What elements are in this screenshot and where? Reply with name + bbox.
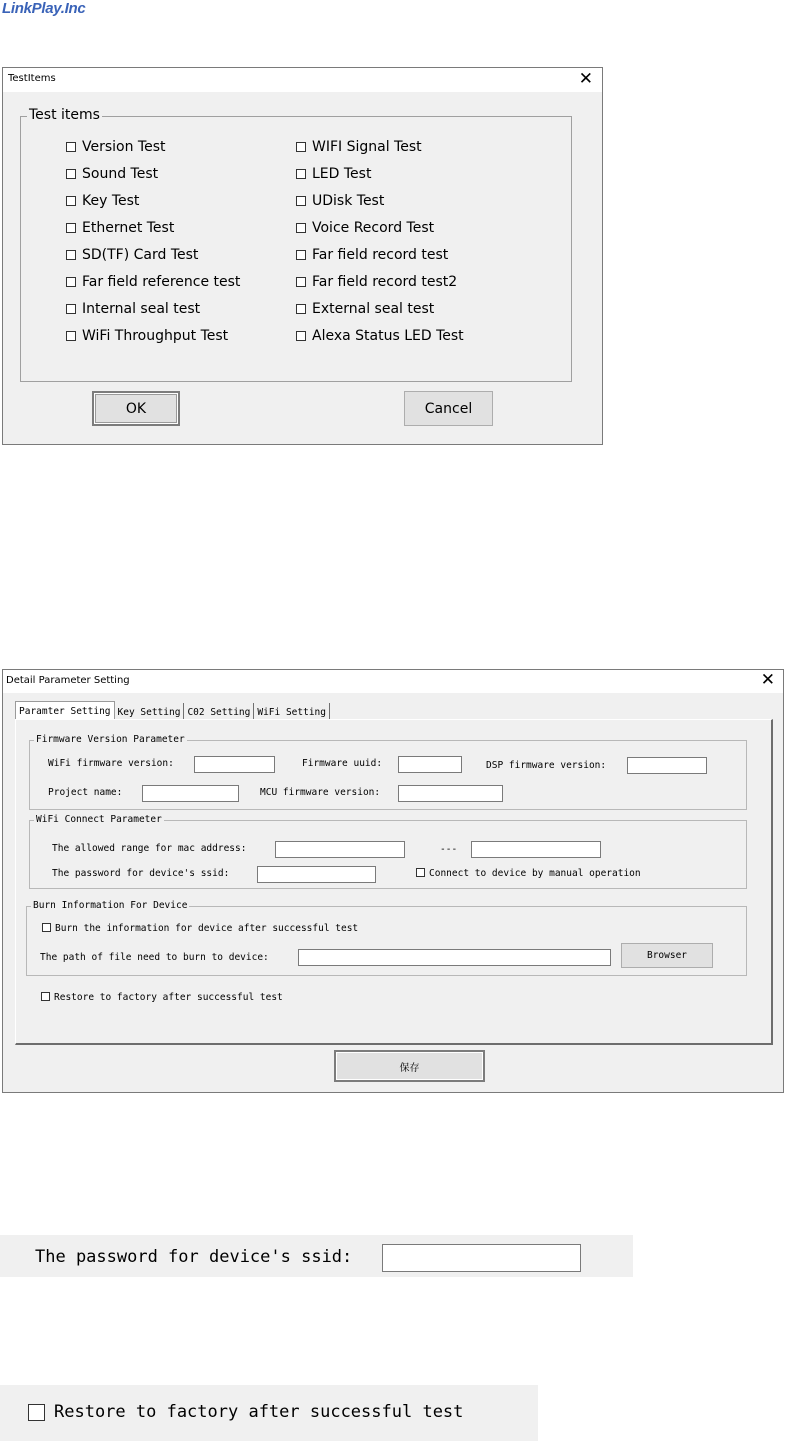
tab-paramter-setting[interactable]: Paramter Setting [15, 701, 115, 721]
checkbox-far-field-reference-test[interactable] [66, 274, 240, 290]
restore-factory-checkbox[interactable] [41, 992, 283, 1003]
firmware-uuid-label: Firmware uuid: [302, 758, 383, 769]
checkbox-version-test[interactable] [66, 139, 166, 155]
checkbox-label: Key Test [82, 193, 140, 209]
checkbox-label: Far field record test2 [312, 274, 458, 290]
group-label: Test items [29, 107, 100, 123]
zoom-restore-factory [0, 1385, 538, 1441]
checkbox-label: Restore to factory after successful test [54, 992, 283, 1003]
close-icon[interactable]: ✕ [578, 69, 593, 89]
checkbox-icon[interactable] [66, 223, 76, 233]
company-logo: LinkPlay.Inc [2, 0, 86, 17]
checkbox-icon[interactable] [296, 250, 306, 260]
checkbox-wifi-signal-test[interactable] [296, 139, 422, 155]
checkbox-icon[interactable] [296, 331, 306, 341]
checkbox-label: Internal seal test [82, 301, 201, 317]
mac-range-label: The allowed range for mac address: [52, 843, 247, 854]
firmware-group [29, 734, 747, 810]
mcu-firmware-label: MCU firmware version: [260, 787, 381, 798]
checkbox-key-test[interactable] [66, 193, 139, 209]
checkbox-label: SD(TF) Card Test [82, 247, 199, 263]
dialog-title: Detail Parameter Setting [6, 675, 130, 686]
dsp-firmware-label: DSP firmware version: [486, 760, 607, 771]
project-name-label: Project name: [48, 787, 123, 798]
dsp-firmware-input[interactable] [627, 757, 707, 774]
checkbox-label: External seal test [312, 301, 435, 317]
checkbox-label: Burn the information for device after successful test [55, 923, 359, 934]
group-label: Firmware Version Parameter [36, 734, 185, 745]
checkbox-icon[interactable] [296, 196, 306, 206]
checkbox-icon[interactable] [416, 868, 425, 877]
wifi-firmware-input[interactable] [194, 756, 275, 773]
checkbox-icon[interactable] [66, 304, 76, 314]
save-button[interactable]: 保存 [334, 1050, 485, 1082]
checkbox-icon[interactable] [296, 169, 306, 179]
group-label: Burn Information For Device [33, 900, 188, 911]
ssid-password-input[interactable] [257, 866, 376, 883]
wifi-connect-group [29, 814, 747, 889]
checkbox-sound-test[interactable] [66, 166, 158, 182]
mcu-firmware-input[interactable] [398, 785, 503, 802]
burn-path-input[interactable] [298, 949, 611, 966]
checkbox-external-seal-test[interactable] [296, 301, 434, 317]
cancel-button[interactable]: Cancel [404, 391, 493, 426]
burn-info-checkbox[interactable] [42, 923, 358, 934]
checkbox-icon[interactable] [296, 277, 306, 287]
checkbox-label: UDisk Test [312, 193, 385, 209]
tab-panel [15, 719, 773, 1045]
checkbox-far-field-record-test2[interactable] [296, 274, 457, 290]
checkbox-far-field-record-test[interactable] [296, 247, 448, 263]
checkbox-label: Voice Record Test [312, 220, 435, 236]
checkbox-icon[interactable] [28, 1404, 45, 1421]
checkbox-wifi-throughput-test[interactable] [66, 328, 228, 344]
checkbox-label: Restore to factory after successful test [54, 1402, 464, 1422]
ssid-password-input[interactable] [382, 1244, 581, 1272]
checkbox-icon[interactable] [296, 223, 306, 233]
checkbox-udisk-test[interactable] [296, 193, 384, 209]
dialog-titlebar [3, 670, 783, 693]
dialog-titlebar [3, 68, 602, 92]
checkbox-icon[interactable] [66, 277, 76, 287]
checkbox-icon[interactable] [66, 169, 76, 179]
checkbox-sd-card-test[interactable] [66, 247, 198, 263]
checkbox-icon[interactable] [41, 992, 50, 1001]
mac-range-end-input[interactable] [471, 841, 601, 858]
checkbox-icon[interactable] [42, 923, 51, 932]
checkbox-icon[interactable] [66, 250, 76, 260]
checkbox-label: Alexa Status LED Test [312, 328, 464, 344]
range-separator: --- [440, 844, 458, 855]
checkbox-label: Connect to device by manual operation [429, 868, 641, 879]
tab-c02-setting[interactable]: C02 Setting [184, 703, 254, 721]
ssid-password-label: The password for device's ssid: [52, 868, 230, 879]
checkbox-icon[interactable] [66, 142, 76, 152]
checkbox-voice-record-test[interactable] [296, 220, 434, 236]
checkbox-icon[interactable] [296, 142, 306, 152]
checkbox-icon[interactable] [296, 304, 306, 314]
test-items-dialog [2, 67, 603, 445]
group-label: WiFi Connect Parameter [36, 814, 162, 825]
checkbox-label: Version Test [82, 139, 166, 155]
project-name-input[interactable] [142, 785, 239, 802]
dialog-title: TestItems [8, 73, 56, 84]
wifi-firmware-label: WiFi firmware version: [48, 758, 174, 769]
ssid-password-label: The password for device's ssid: [35, 1247, 353, 1267]
checkbox-label: Sound Test [82, 166, 159, 182]
checkbox-icon[interactable] [66, 196, 76, 206]
checkbox-ethernet-test[interactable] [66, 220, 174, 236]
checkbox-label: WIFI Signal Test [312, 139, 422, 155]
tab-key-setting[interactable]: Key Setting [115, 703, 185, 721]
burn-path-label: The path of file need to burn to device: [40, 952, 269, 963]
ok-button[interactable]: OK [92, 391, 180, 426]
detail-parameter-dialog [2, 669, 784, 1093]
checkbox-alexa-status-led-test[interactable] [296, 328, 464, 344]
restore-factory-checkbox[interactable] [28, 1402, 463, 1422]
burn-info-group [26, 900, 747, 976]
firmware-uuid-input[interactable] [398, 756, 462, 773]
checkbox-label: Ethernet Test [82, 220, 175, 236]
zoom-ssid-password [0, 1235, 633, 1277]
checkbox-led-test[interactable] [296, 166, 371, 182]
close-icon[interactable]: ✕ [760, 670, 775, 690]
manual-connect-checkbox[interactable] [416, 868, 641, 879]
mac-range-start-input[interactable] [275, 841, 405, 858]
checkbox-label: LED Test [312, 166, 372, 182]
tab-wifi-setting[interactable]: WiFi Setting [254, 703, 330, 721]
checkbox-internal-seal-test[interactable] [66, 301, 200, 317]
checkbox-label: Far field record test [312, 247, 449, 263]
checkbox-label: Far field reference test [82, 274, 241, 290]
checkbox-label: WiFi Throughput Test [82, 328, 229, 344]
browse-button[interactable]: Browser [621, 943, 713, 968]
checkbox-icon[interactable] [66, 331, 76, 341]
